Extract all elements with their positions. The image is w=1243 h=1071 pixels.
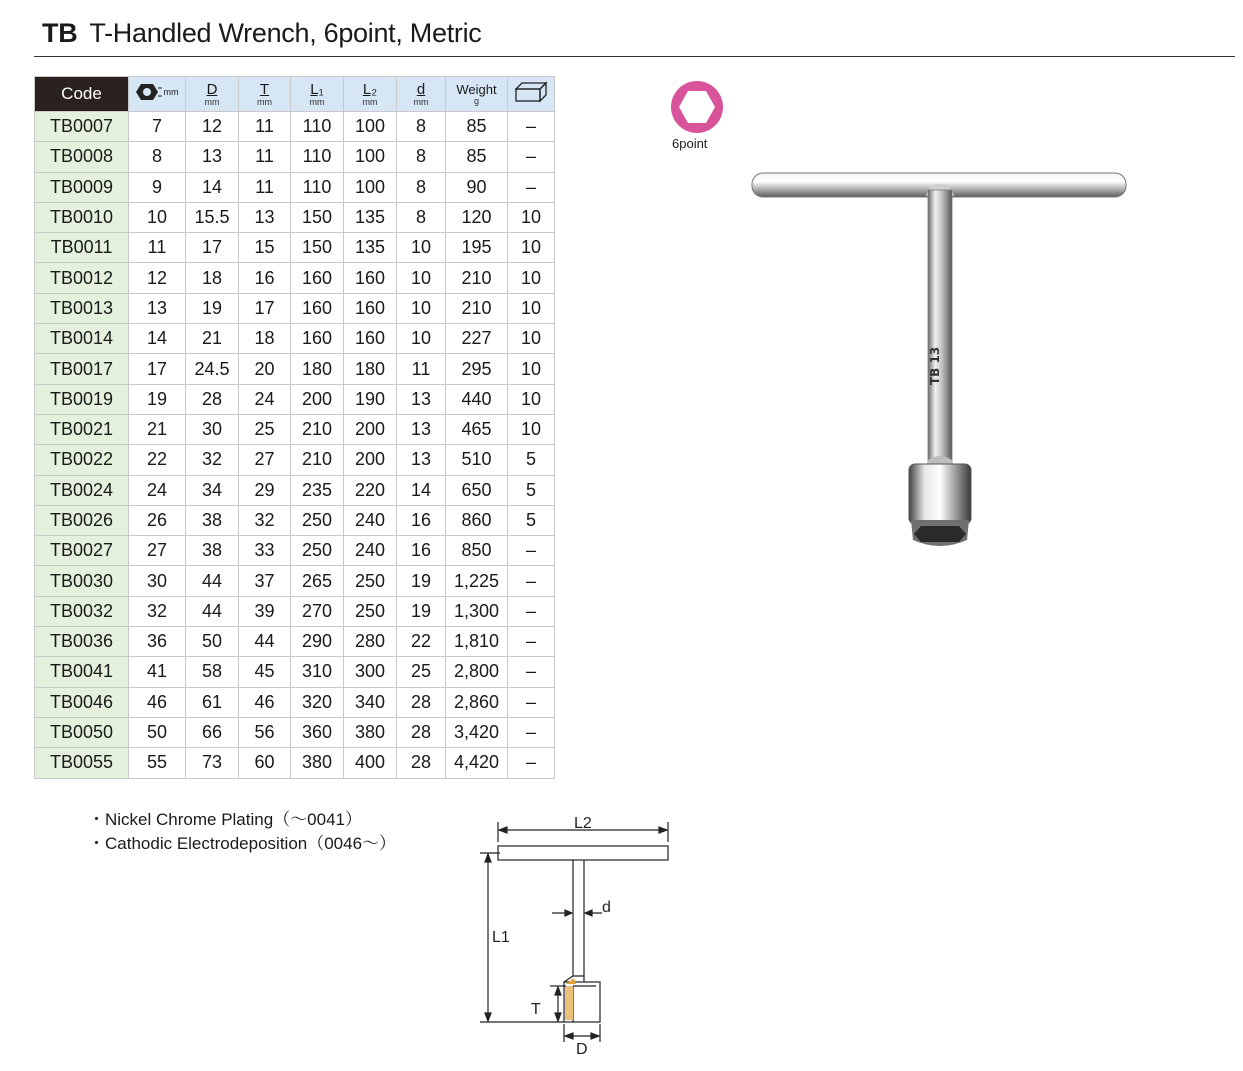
cell-L1: 110 (291, 172, 344, 202)
wrench-marking: TB 13 (928, 346, 942, 385)
cell-d: 22 (397, 627, 446, 657)
header-D (186, 77, 239, 112)
cell-code: TB0019 (35, 384, 129, 414)
diagram-label-L2: L2 (574, 815, 592, 832)
cell-T: 17 (239, 293, 291, 323)
cell-code: TB0055 (35, 748, 129, 778)
cell-hex-size: 30 (129, 566, 186, 596)
cell-code: TB0013 (35, 293, 129, 323)
cell-hex-size: 8 (129, 142, 186, 172)
cell-D: 19 (186, 293, 239, 323)
header-weight-unit: g (473, 95, 479, 106)
cell-L1: 380 (291, 748, 344, 778)
cell-D: 21 (186, 324, 239, 354)
table-row (35, 445, 555, 475)
cell-d: 16 (397, 536, 446, 566)
cell-box-qty: – (508, 172, 555, 202)
cell-T: 11 (239, 142, 291, 172)
cell-L2: 300 (344, 657, 397, 687)
cell-box-qty: 10 (508, 233, 555, 263)
table-row (35, 142, 555, 172)
cell-box-qty: 10 (508, 354, 555, 384)
cell-d: 8 (397, 202, 446, 232)
header-L2-unit: mm (362, 96, 378, 107)
cell-weight: 1,225 (446, 566, 508, 596)
cell-D: 18 (186, 263, 239, 293)
cell-box-qty: – (508, 142, 555, 172)
cell-L2: 180 (344, 354, 397, 384)
header-L2-label: L₂ (362, 80, 378, 98)
cell-d: 13 (397, 414, 446, 444)
cell-L1: 290 (291, 627, 344, 657)
cell-L1: 200 (291, 384, 344, 414)
cell-d: 10 (397, 263, 446, 293)
header-L1 (291, 77, 344, 112)
cell-hex-size: 12 (129, 263, 186, 293)
table-row (35, 566, 555, 596)
cell-hex-size: 9 (129, 172, 186, 202)
cell-D: 14 (186, 172, 239, 202)
cell-box-qty: 10 (508, 263, 555, 293)
cell-L1: 150 (291, 233, 344, 263)
cell-L1: 270 (291, 596, 344, 626)
table-body (35, 112, 555, 779)
cell-hex-size: 11 (129, 233, 186, 263)
cell-L1: 210 (291, 414, 344, 444)
wrench-photo (740, 160, 1140, 560)
table-row (35, 293, 555, 323)
cell-L2: 135 (344, 202, 397, 232)
cell-T: 24 (239, 384, 291, 414)
diagram-label-T: T (531, 1001, 541, 1018)
cell-L2: 100 (344, 172, 397, 202)
cell-weight: 227 (446, 324, 508, 354)
cell-weight: 850 (446, 536, 508, 566)
cell-T: 39 (239, 596, 291, 626)
title-text: T-Handled Wrench, 6point, Metric (89, 18, 482, 48)
cell-L1: 310 (291, 657, 344, 687)
note-plating-2: ・Cathodic Electrodeposition（0046～） (88, 834, 397, 853)
cell-L2: 160 (344, 324, 397, 354)
cell-hex-size: 14 (129, 324, 186, 354)
cell-box-qty: 10 (508, 414, 555, 444)
cell-L2: 280 (344, 627, 397, 657)
cell-hex-size: 50 (129, 717, 186, 747)
cell-T: 32 (239, 505, 291, 535)
cell-L2: 340 (344, 687, 397, 717)
table-row (35, 233, 555, 263)
cell-D: 44 (186, 566, 239, 596)
cell-weight: 3,420 (446, 717, 508, 747)
header-L1-unit: mm (309, 96, 325, 107)
cell-hex-size: 7 (129, 112, 186, 142)
cell-T: 33 (239, 536, 291, 566)
cell-box-qty: – (508, 596, 555, 626)
hexagon-6point-icon (669, 79, 725, 135)
cell-T: 25 (239, 414, 291, 444)
table-row (35, 596, 555, 626)
cell-T: 11 (239, 172, 291, 202)
cell-weight: 85 (446, 112, 508, 142)
cell-weight: 2,860 (446, 687, 508, 717)
cell-box-qty: 10 (508, 384, 555, 414)
table-row (35, 414, 555, 444)
cell-D: 66 (186, 717, 239, 747)
cell-weight: 510 (446, 445, 508, 475)
diagram-label-d: d (602, 899, 611, 916)
cell-code: TB0026 (35, 505, 129, 535)
cell-D: 12 (186, 112, 239, 142)
cell-D: 15.5 (186, 202, 239, 232)
table-row (35, 505, 555, 535)
cell-L1: 160 (291, 324, 344, 354)
cell-T: 18 (239, 324, 291, 354)
cell-L1: 250 (291, 505, 344, 535)
cell-hex-size: 24 (129, 475, 186, 505)
header-hex-size (129, 77, 186, 112)
note-plating-1: ・Nickel Chrome Plating（～0041） (88, 810, 362, 829)
cell-D: 28 (186, 384, 239, 414)
cell-hex-size: 32 (129, 596, 186, 626)
cell-D: 38 (186, 505, 239, 535)
header-T (239, 77, 291, 112)
cell-hex-size: 10 (129, 202, 186, 232)
cell-D: 58 (186, 657, 239, 687)
cell-D: 73 (186, 748, 239, 778)
cell-d: 8 (397, 172, 446, 202)
cell-L2: 240 (344, 536, 397, 566)
cell-code: TB0032 (35, 596, 129, 626)
cell-T: 44 (239, 627, 291, 657)
cell-L1: 210 (291, 445, 344, 475)
cell-D: 30 (186, 414, 239, 444)
cell-T: 29 (239, 475, 291, 505)
cell-hex-size: 46 (129, 687, 186, 717)
cell-code: TB0046 (35, 687, 129, 717)
cell-box-qty: – (508, 566, 555, 596)
header-hex-unit: mm (163, 86, 179, 97)
header-L1-label: L₁ (310, 80, 324, 98)
cell-weight: 860 (446, 505, 508, 535)
header-d (397, 77, 446, 112)
hex-badge-label: 6point (672, 136, 708, 151)
cell-d: 8 (397, 112, 446, 142)
cell-box-qty: – (508, 687, 555, 717)
cell-code: TB0008 (35, 142, 129, 172)
cell-L2: 400 (344, 748, 397, 778)
cell-L1: 160 (291, 263, 344, 293)
cell-D: 17 (186, 233, 239, 263)
cell-hex-size: 27 (129, 536, 186, 566)
cell-hex-size: 22 (129, 445, 186, 475)
cell-d: 16 (397, 505, 446, 535)
header-d-unit: mm (413, 96, 429, 107)
table-row (35, 717, 555, 747)
cell-hex-size: 13 (129, 293, 186, 323)
cell-d: 10 (397, 233, 446, 263)
cell-weight: 120 (446, 202, 508, 232)
box-icon (514, 81, 548, 103)
cell-T: 13 (239, 202, 291, 232)
cell-L2: 100 (344, 112, 397, 142)
cell-code: TB0036 (35, 627, 129, 657)
cell-L1: 250 (291, 536, 344, 566)
table-row (35, 657, 555, 687)
cell-d: 11 (397, 354, 446, 384)
cell-L2: 160 (344, 293, 397, 323)
header-T-unit: mm (257, 96, 272, 107)
cell-code: TB0007 (35, 112, 129, 142)
cell-box-qty: – (508, 627, 555, 657)
table-header-row (35, 77, 555, 112)
cell-hex-size: 26 (129, 505, 186, 535)
cell-T: 37 (239, 566, 291, 596)
header-code: Code (35, 77, 129, 112)
cell-L2: 380 (344, 717, 397, 747)
cell-D: 24.5 (186, 354, 239, 384)
cell-box-qty: 10 (508, 202, 555, 232)
cell-weight: 1,810 (446, 627, 508, 657)
cell-T: 11 (239, 112, 291, 142)
cell-d: 25 (397, 657, 446, 687)
cell-L1: 160 (291, 293, 344, 323)
cell-weight: 465 (446, 414, 508, 444)
table-row (35, 687, 555, 717)
page-title (42, 18, 481, 49)
cell-weight: 85 (446, 142, 508, 172)
cell-box-qty: – (508, 657, 555, 687)
table-row (35, 384, 555, 414)
cell-code: TB0024 (35, 475, 129, 505)
table-row (35, 324, 555, 354)
cell-code: TB0030 (35, 566, 129, 596)
cell-hex-size: 17 (129, 354, 186, 384)
cell-T: 15 (239, 233, 291, 263)
cell-d: 14 (397, 475, 446, 505)
diagram-label-D: D (576, 1041, 588, 1058)
cell-d: 8 (397, 142, 446, 172)
table-row (35, 112, 555, 142)
cell-L1: 150 (291, 202, 344, 232)
cell-weight: 90 (446, 172, 508, 202)
table-row (35, 627, 555, 657)
cell-L1: 320 (291, 687, 344, 717)
cell-T: 16 (239, 263, 291, 293)
cell-L1: 110 (291, 112, 344, 142)
cell-L1: 235 (291, 475, 344, 505)
cell-T: 46 (239, 687, 291, 717)
cell-box-qty: – (508, 748, 555, 778)
cell-d: 13 (397, 445, 446, 475)
cell-weight: 440 (446, 384, 508, 414)
cell-d: 13 (397, 384, 446, 414)
cell-D: 34 (186, 475, 239, 505)
cell-code: TB0011 (35, 233, 129, 263)
table-row (35, 202, 555, 232)
cell-box-qty: – (508, 112, 555, 142)
cell-box-qty: 10 (508, 324, 555, 354)
cell-d: 19 (397, 566, 446, 596)
header-D-label: D (206, 80, 218, 98)
cell-box-qty: 5 (508, 505, 555, 535)
cell-weight: 650 (446, 475, 508, 505)
cell-hex-size: 41 (129, 657, 186, 687)
title-code: TB (42, 18, 78, 48)
cell-hex-size: 19 (129, 384, 186, 414)
cell-L2: 135 (344, 233, 397, 263)
table-row (35, 748, 555, 778)
cell-code: TB0009 (35, 172, 129, 202)
header-T-label: T (259, 80, 270, 98)
cell-d: 10 (397, 293, 446, 323)
cell-weight: 210 (446, 293, 508, 323)
cell-T: 20 (239, 354, 291, 384)
cell-d: 28 (397, 717, 446, 747)
table-row (35, 172, 555, 202)
cell-D: 50 (186, 627, 239, 657)
cell-code: TB0027 (35, 536, 129, 566)
table-row (35, 354, 555, 384)
cell-L1: 265 (291, 566, 344, 596)
cell-L1: 110 (291, 142, 344, 172)
cell-L2: 200 (344, 414, 397, 444)
dimension-diagram (470, 800, 690, 1060)
cell-d: 28 (397, 748, 446, 778)
notes (88, 808, 396, 856)
cell-T: 56 (239, 717, 291, 747)
hex-nut-icon (136, 83, 162, 101)
cell-L2: 190 (344, 384, 397, 414)
cell-D: 32 (186, 445, 239, 475)
cell-code: TB0010 (35, 202, 129, 232)
cell-L2: 220 (344, 475, 397, 505)
header-weight (446, 77, 508, 112)
title-rule (34, 56, 1235, 57)
cell-weight: 2,800 (446, 657, 508, 687)
cell-box-qty: – (508, 536, 555, 566)
cell-L2: 240 (344, 505, 397, 535)
cell-D: 61 (186, 687, 239, 717)
cell-hex-size: 36 (129, 627, 186, 657)
cell-L1: 360 (291, 717, 344, 747)
cell-code: TB0022 (35, 445, 129, 475)
cell-weight: 210 (446, 263, 508, 293)
spec-table (34, 76, 555, 779)
cell-D: 38 (186, 536, 239, 566)
header-weight-label: Weight (456, 81, 497, 97)
cell-L1: 180 (291, 354, 344, 384)
cell-code: TB0021 (35, 414, 129, 444)
cell-L2: 250 (344, 596, 397, 626)
table-row (35, 263, 555, 293)
cell-hex-size: 21 (129, 414, 186, 444)
cell-L2: 160 (344, 263, 397, 293)
cell-weight: 1,300 (446, 596, 508, 626)
cell-code: TB0017 (35, 354, 129, 384)
cell-box-qty: 5 (508, 445, 555, 475)
header-d-label: d (416, 80, 426, 98)
header-box-qty (508, 77, 555, 112)
cell-code: TB0014 (35, 324, 129, 354)
cell-code: TB0012 (35, 263, 129, 293)
header-L2 (344, 77, 397, 112)
cell-box-qty: 5 (508, 475, 555, 505)
cell-box-qty: 10 (508, 293, 555, 323)
header-D-unit: mm (204, 96, 220, 107)
cell-d: 19 (397, 596, 446, 626)
cell-code: TB0050 (35, 717, 129, 747)
cell-hex-size: 55 (129, 748, 186, 778)
cell-D: 44 (186, 596, 239, 626)
cell-T: 45 (239, 657, 291, 687)
table-row (35, 536, 555, 566)
cell-d: 10 (397, 324, 446, 354)
table-row (35, 475, 555, 505)
cell-L2: 250 (344, 566, 397, 596)
cell-T: 27 (239, 445, 291, 475)
cell-d: 28 (397, 687, 446, 717)
cell-weight: 4,420 (446, 748, 508, 778)
cell-L2: 200 (344, 445, 397, 475)
cell-weight: 195 (446, 233, 508, 263)
cell-L2: 100 (344, 142, 397, 172)
diagram-label-L1: L1 (492, 929, 510, 946)
cell-weight: 295 (446, 354, 508, 384)
cell-D: 13 (186, 142, 239, 172)
cell-T: 60 (239, 748, 291, 778)
cell-box-qty: – (508, 717, 555, 747)
cell-code: TB0041 (35, 657, 129, 687)
